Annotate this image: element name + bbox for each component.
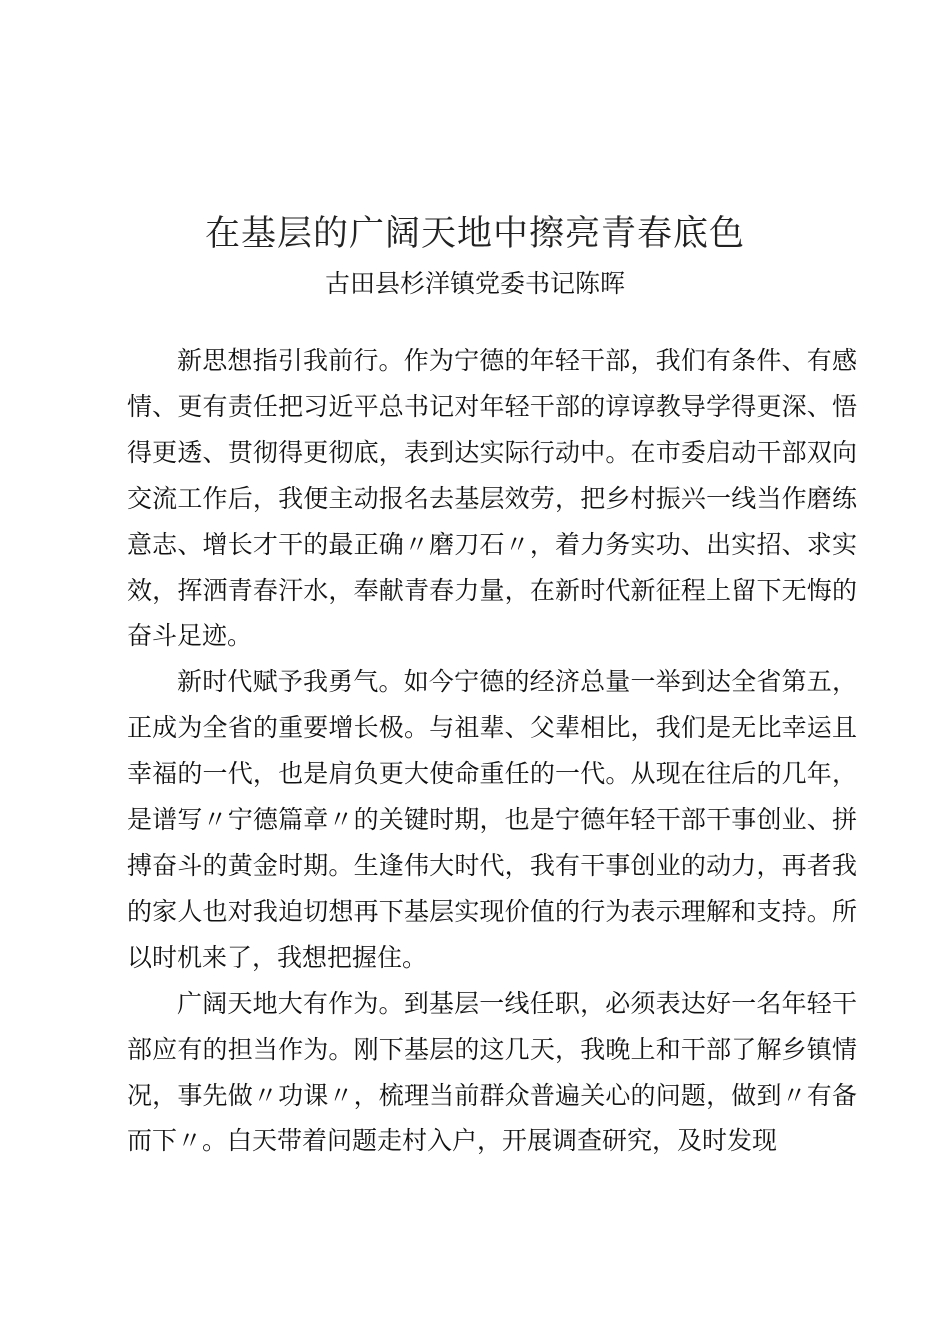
paragraph-3: 广阔天地大有作为。到基层一线任职，必须表达好一名年轻干部应有的担当作为。刚下基层的这几天，我晚上和干部了解乡镇情况，事先做〃功课〃，梳理当前群众普遍关心的问题，做到〃有备而下〃。白天带着问题走村入户，开展调查研究，及时发现 bbox=[127, 988, 857, 1156]
paragraph-2: 新时代赋予我勇气。如今宁德的经济总量一举到达全省第五，正成为全省的重要增长极。与祖辈、父辈相比，我们是无比幸运且幸福的一代，也是肩负更大使命重任的一代。从现在往后的几年，是谱写〃宁德篇章〃的关键时期，也是宁德年轻干部干事创业、拼搏奋斗的黄金时期。生逢伟大时代，我有干事创业的动力，再者我的家人也对我迫切想再下基层实现价值的行为表示理解和支持。所以时机来了，我想把握住。 bbox=[127, 667, 857, 972]
paragraph-1: 新思想指引我前行。作为宁德的年轻干部，我们有条件、有感情、更有责任把习近平总书记对年轻干部的谆谆教导学得更深、悟得更透、贯彻得更彻底，表到达实际行动中。在市委启动干部双向交流工作后，我便主动报名去基层效劳，把乡村振兴一线当作磨练意志、增长才干的最正确〃磨刀石〃，着力务实功、出实招、求实效，挥洒青春汗水，奉献青春力量，在新时代新征程上留下无悔的奋斗足迹。 bbox=[127, 346, 857, 651]
document-body bbox=[127, 338, 857, 1164]
document-title: 在基层的广阔天地中擦亮青春底色 bbox=[204, 214, 745, 254]
author-line: 古田县杉洋镇党委书记陈晖 bbox=[324, 269, 625, 298]
